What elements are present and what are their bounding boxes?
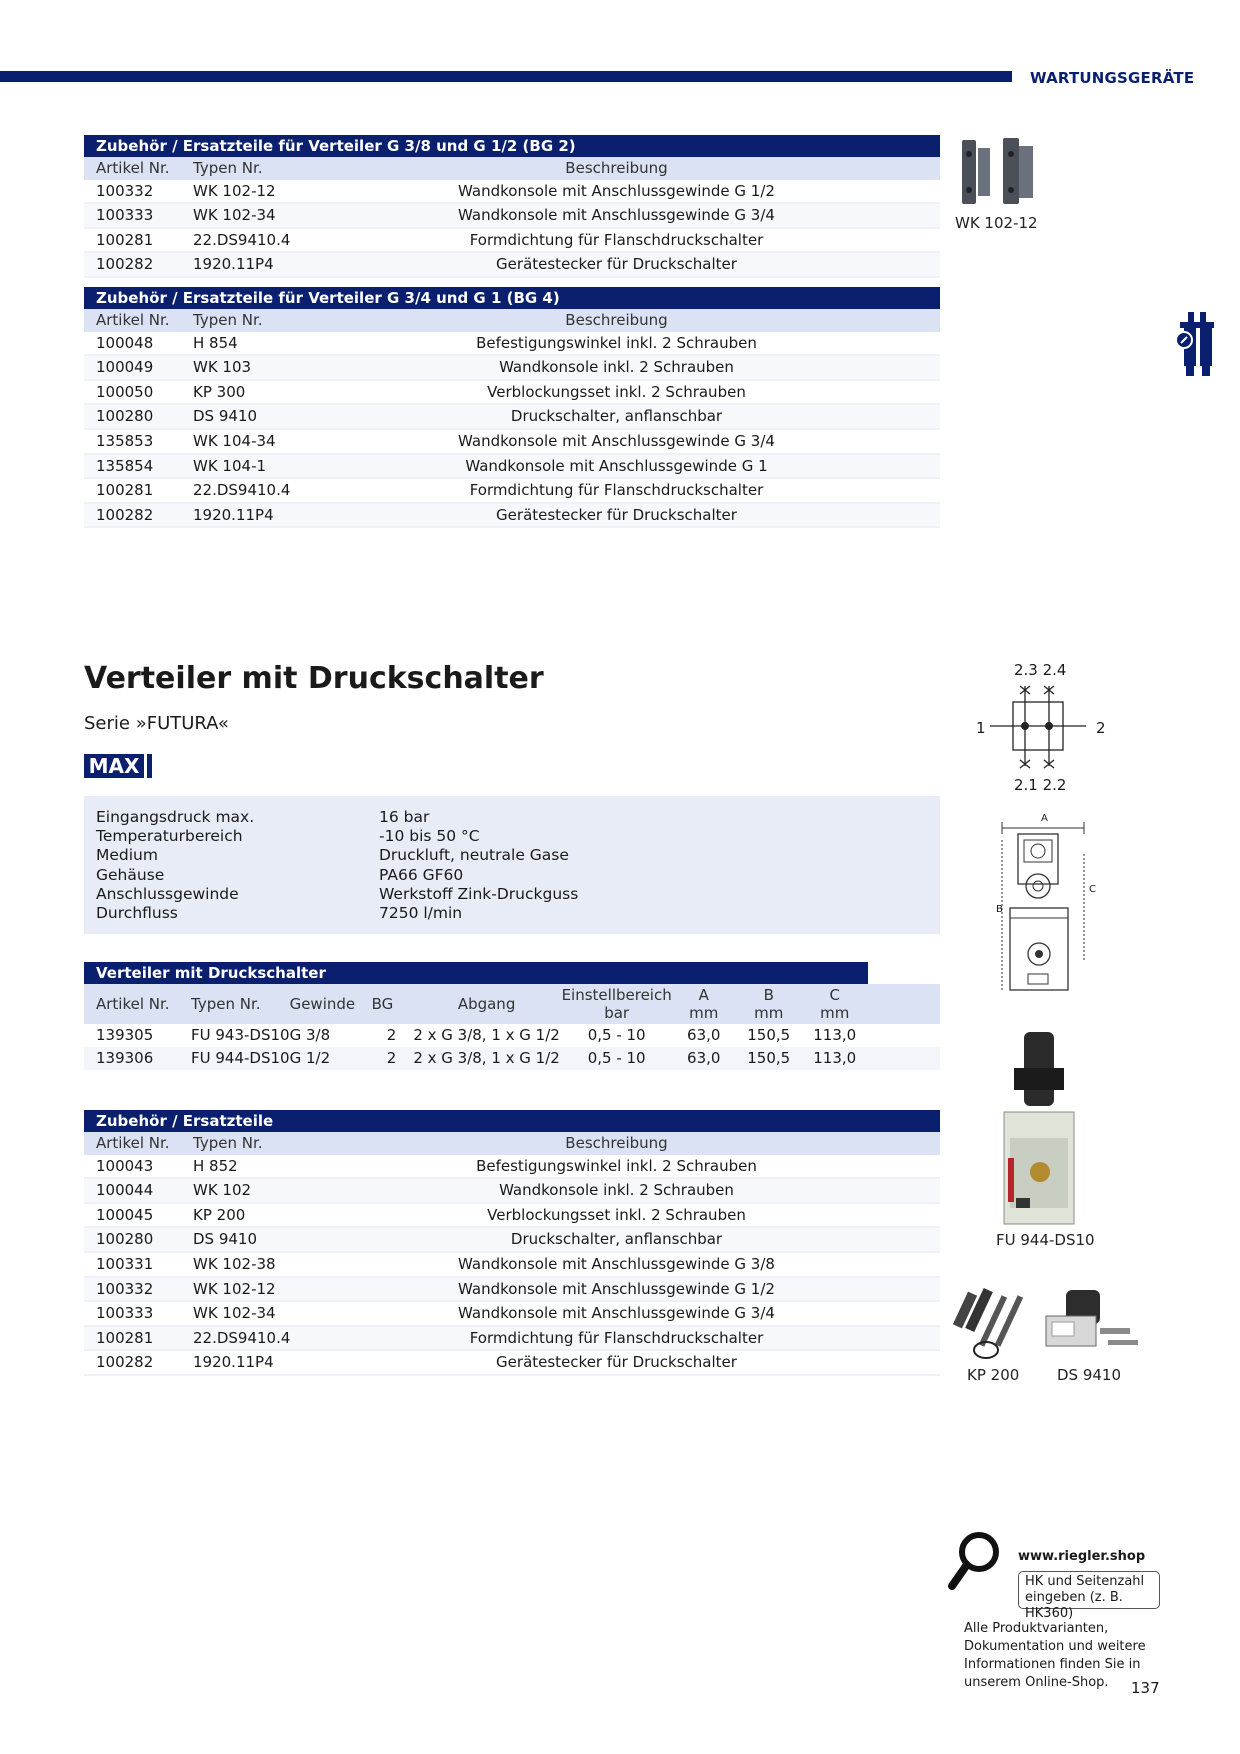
table-row: 100280 DS 9410 Druckschalter, anflanschbar <box>84 404 940 429</box>
col-typen: Typen Nr. <box>181 157 293 180</box>
table-title: Verteiler mit Druckschalter <box>84 962 868 984</box>
symbol-label-right: 2 <box>1096 719 1106 737</box>
shop-note: Alle Produktvarianten, Dokumentation und weitere Informationen finden Sie in unserem Online-Shop. <box>964 1621 1146 1690</box>
table-row: 100045 KP 200 Verblockungsset inkl. 2 Schrauben <box>84 1203 940 1228</box>
col-artikel: Artikel Nr. <box>84 309 181 332</box>
pressure-switch-image <box>1040 1284 1150 1362</box>
wall-bracket-image <box>956 134 1046 210</box>
maintenance-unit-icon <box>1176 310 1216 380</box>
table-row: 139306 FU 944-DS10 G 1/2 2 2 x G 3/8, 1 x G 1/2 0,5 - 10 63,0 150,5 113,0 <box>84 1047 940 1070</box>
table-title: Zubehör / Ersatzteile <box>84 1110 940 1132</box>
table-row: 100333 WK 102-34 Wandkonsole mit Anschlussgewinde G 3/4 <box>84 1301 940 1326</box>
col-artikel: Artikel Nr. <box>84 984 191 1024</box>
spec-label: Anschlussgewinde <box>96 885 239 903</box>
spec-box <box>84 796 940 934</box>
table-row: 100281 22.DS9410.4 Formdichtung für Flanschdruckschalter <box>84 478 940 503</box>
table-row: 139305 FU 943-DS10 G 3/8 2 2 x G 3/8, 1 x G 1/2 0,5 - 10 63,0 150,5 113,0 <box>96 1026 857 1044</box>
table-row: 100043 H 852 Befestigungswinkel inkl. 2 Schrauben <box>84 1155 940 1179</box>
spec-value: 7250 l/min <box>379 904 463 922</box>
col-typen: Typen Nr. <box>181 1132 293 1155</box>
table-row: 100044 WK 102 Wandkonsole inkl. 2 Schrauben <box>84 1178 940 1203</box>
table-row: 100282 1920.11P4 Gerätestecker für Druckschalter <box>84 1350 940 1375</box>
col-gewinde: Gewinde <box>290 984 372 1024</box>
table-row: 100281 22.DS9410.4 Formdichtung für Flanschdruckschalter <box>84 228 940 253</box>
image-caption: KP 200 <box>967 1366 1020 1384</box>
table-row: 100332 WK 102-12 Wandkonsole mit Anschlussgewinde G 1/2 <box>84 1277 940 1302</box>
product-photo <box>996 1028 1082 1228</box>
spec-label: Durchfluss <box>96 904 178 922</box>
table-row: 100048 H 854 Befestigungswinkel inkl. 2 Schrauben <box>84 332 940 356</box>
col-einstellbereich: Einstellbereich bar <box>561 986 672 1022</box>
interlock-set-image <box>952 1284 1038 1362</box>
product-table <box>84 962 940 1070</box>
spec-label: Gehäuse <box>96 866 165 884</box>
hk-lookup-box: HK und Seitenzahl eingeben (z. B. HK360) <box>1018 1571 1160 1609</box>
table-row: 100333 WK 102-34 Wandkonsole mit Anschlussgewinde G 3/4 <box>84 203 940 228</box>
spec-value: Werkstoff Zink-Druckguss <box>379 885 579 903</box>
table-row: 100050 KP 300 Verblockungsset inkl. 2 Schrauben <box>84 380 940 405</box>
col-artikel: Artikel Nr. <box>84 1132 181 1155</box>
table-row: 100281 22.DS9410.4 Formdichtung für Flanschdruckschalter <box>84 1326 940 1351</box>
spec-label: Temperaturbereich <box>96 827 243 845</box>
shop-url[interactable]: www.riegler.shop <box>1018 1549 1146 1564</box>
max-badge-bar <box>147 754 152 778</box>
table-title: Zubehör / Ersatzteile für Verteiler G 3/8 und G 1/2 (BG 2) <box>84 135 940 157</box>
table-row: 100332 WK 102-12 Wandkonsole mit Anschlussgewinde G 1/2 <box>84 180 940 204</box>
spec-label: Eingangsdruck max. <box>96 808 255 826</box>
dim-label-b: B <box>996 904 1003 915</box>
table-row: 135853 WK 104-34 Wandkonsole mit Anschlussgewinde G 3/4 <box>84 429 940 454</box>
image-caption: DS 9410 <box>1057 1366 1122 1384</box>
spec-value: -10 bis 50 °C <box>379 827 480 845</box>
spec-value: Druckluft, neutrale Gase <box>379 846 569 864</box>
col-abgang: Abgang <box>412 984 562 1024</box>
accessories-table-bg2 <box>84 135 940 278</box>
table-row: 100282 1920.11P4 Gerätestecker für Druckschalter <box>84 252 940 277</box>
col-a: A mm <box>672 984 736 1024</box>
max-badge: MAX <box>84 754 144 778</box>
symbol-label-left: 1 <box>976 719 986 737</box>
table-row: 100049 WK 103 Wandkonsole inkl. 2 Schrauben <box>84 355 940 380</box>
accessories-table <box>84 1110 940 1376</box>
col-beschreibung: Beschreibung <box>293 1132 940 1155</box>
col-typen: Typen Nr. <box>181 309 293 332</box>
table-row: 100280 DS 9410 Druckschalter, anflanschbar <box>84 1227 940 1252</box>
header-bar <box>0 71 1012 82</box>
image-caption: FU 944-DS10 <box>996 1231 1095 1249</box>
symbol-label-bottom: 2.1 2.2 <box>1014 776 1067 794</box>
image-caption: WK 102-12 <box>955 214 1038 232</box>
col-c: C mm <box>802 984 868 1024</box>
pneumatic-symbol <box>986 680 1096 772</box>
col-b: B mm <box>736 984 802 1024</box>
search-icon <box>946 1528 1002 1592</box>
dim-label-a: A <box>1041 813 1048 824</box>
accessories-table-bg4 <box>84 287 940 528</box>
col-typen: Typen Nr. <box>191 984 290 1024</box>
spec-value: 16 bar <box>379 808 430 826</box>
table-title: Zubehör / Ersatzteile für Verteiler G 3/4 und G 1 (BG 4) <box>84 287 940 309</box>
section-label: WARTUNGSGERÄTE <box>1030 69 1195 87</box>
spec-label: Medium <box>96 846 158 864</box>
col-beschreibung: Beschreibung <box>293 309 940 332</box>
col-bg: BG <box>372 984 412 1024</box>
col-beschreibung: Beschreibung <box>293 157 940 180</box>
spec-value: PA66 GF60 <box>379 866 464 884</box>
dimension-drawing <box>988 810 1098 1000</box>
product-title: Verteiler mit Druckschalter <box>84 661 544 696</box>
col-artikel: Artikel Nr. <box>84 157 181 180</box>
page-number: 137 <box>1131 1679 1160 1697</box>
table-row: 100331 WK 102-38 Wandkonsole mit Anschlussgewinde G 3/8 <box>84 1252 940 1277</box>
product-series: Serie »FUTURA« <box>84 713 229 734</box>
dim-label-c: C <box>1089 884 1096 895</box>
symbol-label-top: 2.3 2.4 <box>1014 661 1067 679</box>
table-row: 100282 1920.11P4 Gerätestecker für Druckschalter <box>84 503 940 528</box>
table-row: 135854 WK 104-1 Wandkonsole mit Anschlussgewinde G 1 <box>84 454 940 479</box>
